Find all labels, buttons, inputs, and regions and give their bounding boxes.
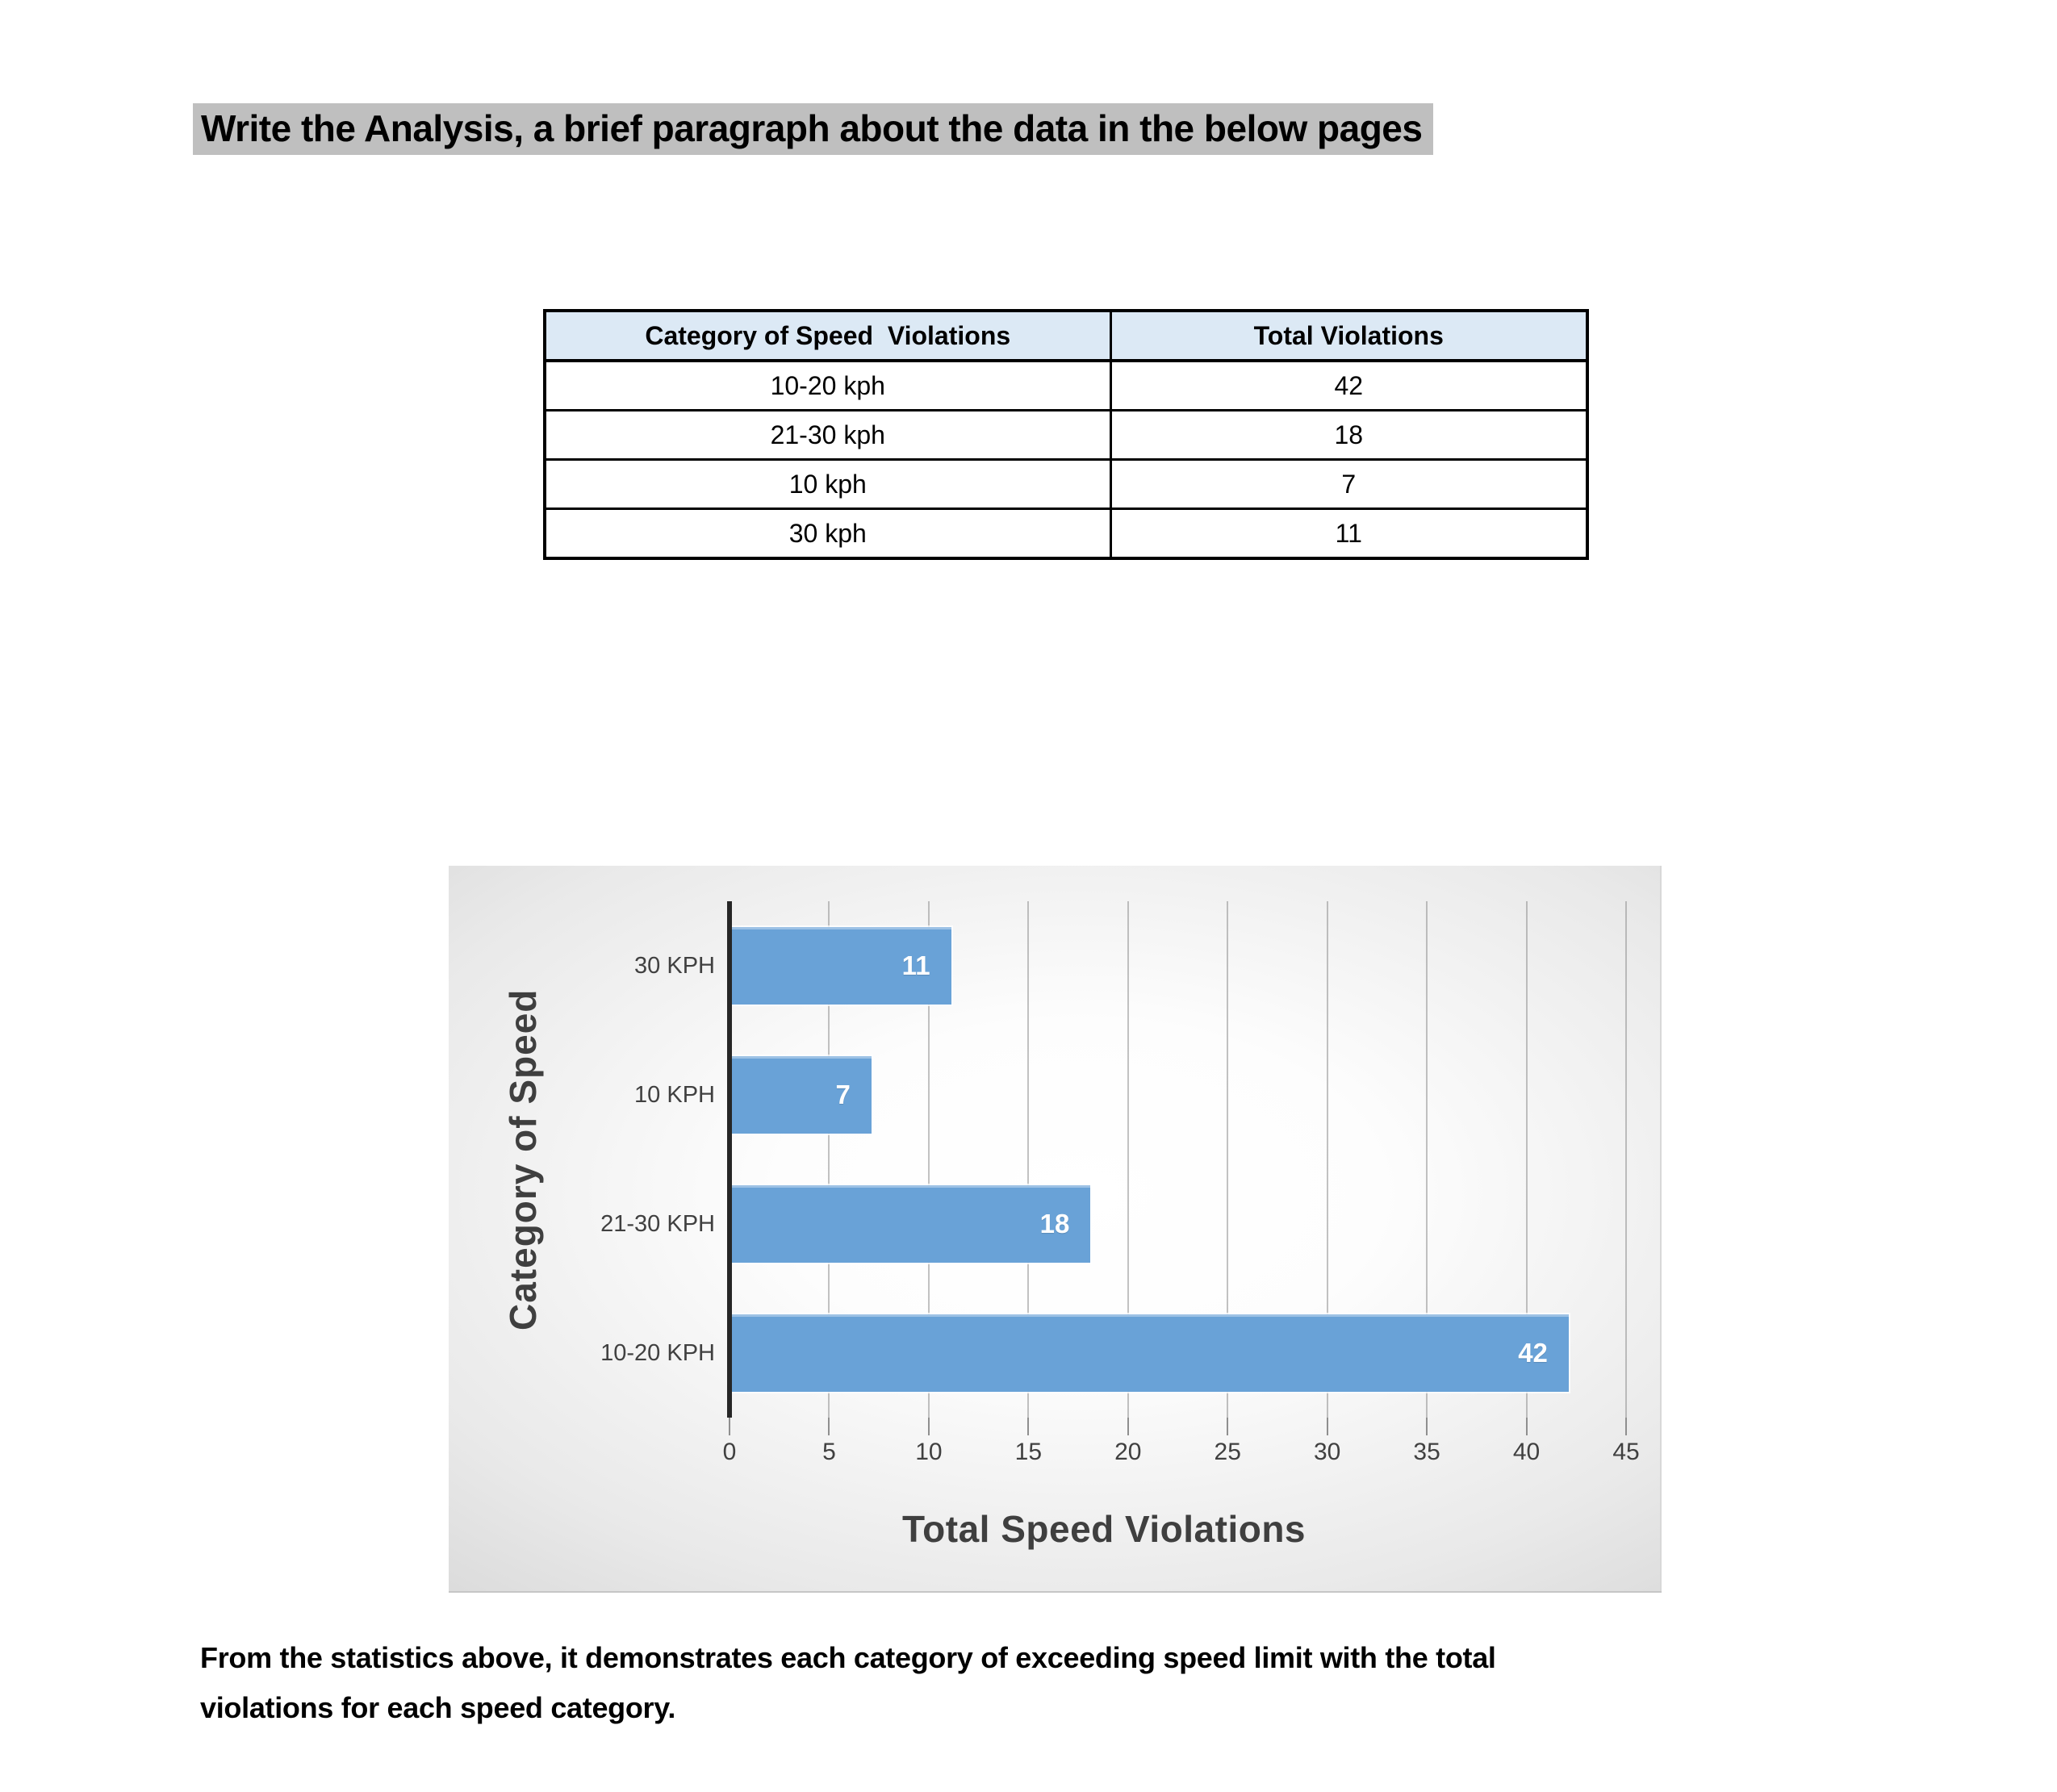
- bar-value-label: 7: [835, 1080, 851, 1109]
- analysis-paragraph: [200, 1633, 1935, 1733]
- axis-tick: [1027, 1418, 1029, 1435]
- table-row: [545, 509, 1587, 559]
- bar: [732, 927, 951, 1005]
- x-tick-label: 45: [1612, 1439, 1640, 1465]
- speed-violations-bar-chart: [449, 866, 1662, 1593]
- total-cell: 42: [1110, 361, 1587, 411]
- x-tick-label: 10: [915, 1439, 943, 1465]
- highlighted-heading-text: Write the Analysis, a brief paragraph about the data in the below pages: [193, 103, 1433, 155]
- gridline: [1625, 901, 1627, 1418]
- bar-value-label: 18: [1039, 1209, 1070, 1239]
- category-label: 30 KPH: [634, 952, 715, 979]
- x-tick-label: 5: [822, 1439, 836, 1465]
- bar-value-label: 42: [1518, 1338, 1548, 1368]
- column-header-total: Total Violations: [1110, 311, 1587, 361]
- axis-tick: [928, 1418, 930, 1435]
- x-tick-label: 25: [1214, 1439, 1241, 1465]
- table-row: [545, 460, 1587, 509]
- total-cell: 7: [1110, 460, 1587, 509]
- total-cell: 11: [1110, 509, 1587, 559]
- y-axis-title: Category of Speed: [502, 988, 544, 1330]
- x-tick-label: 35: [1413, 1439, 1440, 1465]
- bar: [732, 1056, 872, 1134]
- category-label: 10-20 KPH: [600, 1339, 715, 1366]
- analysis-line: violations for each speed category.: [200, 1691, 676, 1724]
- document-heading: [193, 103, 1433, 155]
- total-cell: 18: [1110, 411, 1587, 460]
- category-cell: 10-20 kph: [545, 361, 1110, 411]
- bar-value-label: 11: [901, 950, 930, 980]
- category-label: 10 KPH: [634, 1081, 715, 1108]
- category-cell: 10 kph: [545, 460, 1110, 509]
- axis-tick: [729, 1418, 730, 1435]
- axis-tick: [1426, 1418, 1428, 1435]
- x-tick-label: 40: [1512, 1439, 1541, 1465]
- x-tick-label: 15: [1014, 1439, 1043, 1465]
- bar: [732, 1314, 1569, 1392]
- table-row: [545, 411, 1587, 460]
- axis-tick: [1227, 1418, 1228, 1435]
- x-tick-label: 0: [722, 1439, 737, 1465]
- axis-tick: [1526, 1418, 1528, 1435]
- x-tick-label: 20: [1114, 1439, 1142, 1465]
- axis-tick: [1327, 1418, 1328, 1435]
- column-header-category: Category of Speed Violations: [545, 311, 1110, 361]
- speed-violations-table: [543, 309, 1589, 560]
- category-cell: 30 kph: [545, 509, 1110, 559]
- axis-tick: [1127, 1418, 1129, 1435]
- category-cell: 21-30 kph: [545, 411, 1110, 460]
- analysis-line: From the statistics above, it demonstrates each category of exceeding speed limit with the total: [200, 1641, 1496, 1674]
- axis-tick: [828, 1418, 830, 1435]
- table-row: [545, 361, 1587, 411]
- axis-tick: [1625, 1418, 1627, 1435]
- x-tick-label: 30: [1313, 1439, 1341, 1465]
- x-axis-title: Total Speed Violations: [901, 1508, 1307, 1550]
- category-label: 21-30 KPH: [600, 1210, 715, 1237]
- table-header-row: [545, 311, 1587, 361]
- bar: [732, 1185, 1090, 1263]
- y-axis-line: [727, 901, 732, 1418]
